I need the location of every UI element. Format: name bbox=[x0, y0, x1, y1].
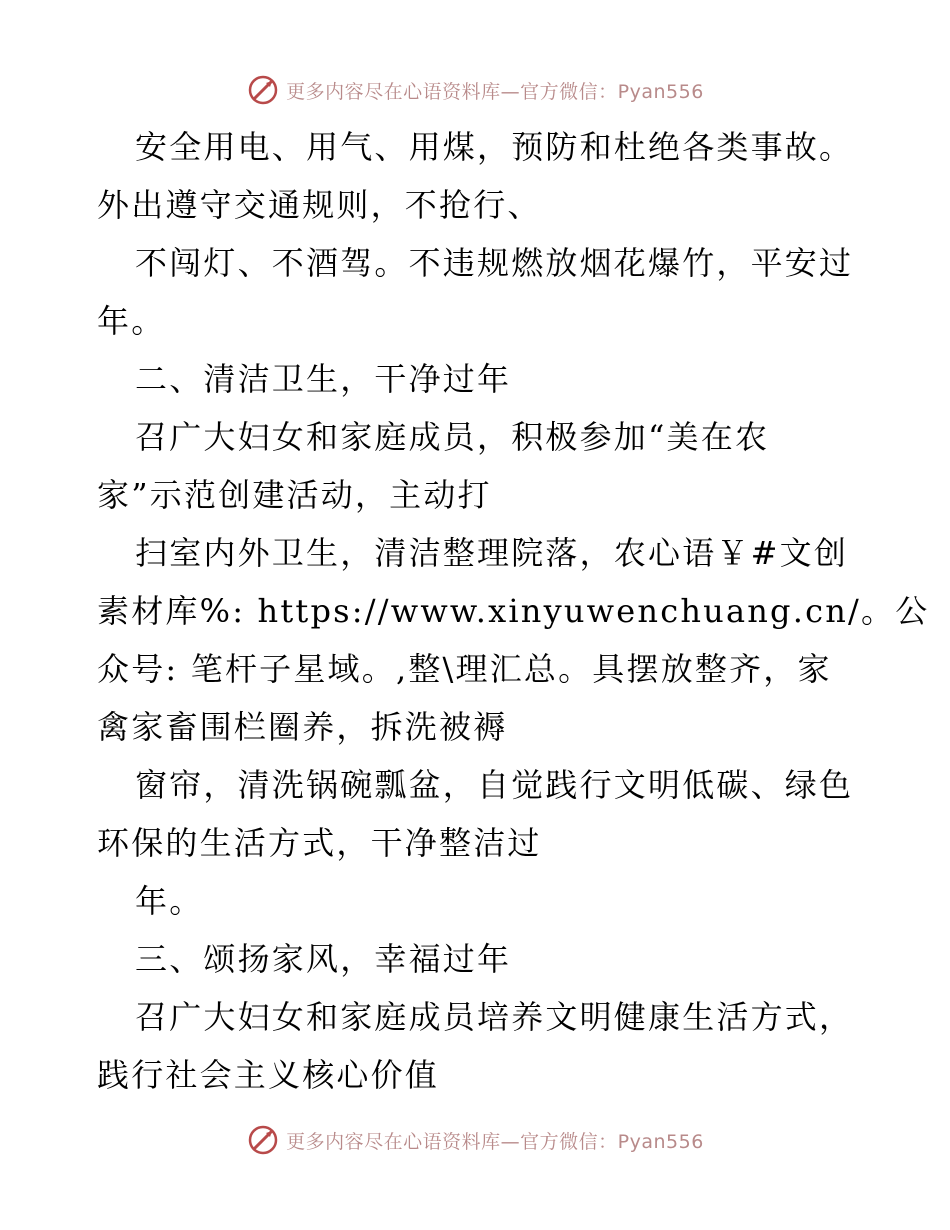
text-line: 年。 bbox=[97, 302, 166, 340]
text-line: 禽家畜围栏圈养，拆洗被褥 bbox=[97, 708, 508, 746]
text-line: 素材库%: https://www.xinyuwenchuang.cn/。公 bbox=[97, 592, 930, 630]
text-line: 众号: 笔杆子星域。,整\理汇总。具摆放整齐，家 bbox=[97, 650, 832, 688]
watermark-logo-icon bbox=[246, 1123, 280, 1157]
text-line: 安全用电、用气、用煤，预防和杜绝各类事故。 bbox=[135, 128, 854, 166]
section-heading: 三、颂扬家风，幸福过年 bbox=[135, 940, 512, 978]
document-body bbox=[97, 118, 930, 1104]
text-line: 年。 bbox=[135, 882, 204, 920]
text-line: 外出遵守交通规则，不抢行、 bbox=[97, 186, 542, 224]
header-watermark bbox=[0, 72, 950, 108]
text-line: 召广大妇女和家庭成员，积极参加“美在农 bbox=[135, 418, 770, 456]
footer-watermark bbox=[0, 1122, 950, 1158]
text-line: 扫室内外卫生，清洁整理院落，农心语￥#文创 bbox=[135, 534, 849, 572]
watermark-logo-icon bbox=[246, 73, 280, 107]
section-heading: 二、清洁卫生，干净过年 bbox=[135, 360, 512, 398]
header-watermark-text: 更多内容尽在心语资料库—官方微信：Pyan556 bbox=[286, 80, 704, 103]
text-line: 召广大妇女和家庭成员培养文明健康生活方式， bbox=[135, 998, 854, 1036]
text-line: 践行社会主义核心价值 bbox=[97, 1056, 440, 1094]
footer-watermark-text: 更多内容尽在心语资料库—官方微信：Pyan556 bbox=[286, 1130, 704, 1153]
text-line: 不闯灯、不酒驾。不违规燃放烟花爆竹，平安过 bbox=[135, 244, 854, 282]
text-line: 环保的生活方式，干净整洁过 bbox=[97, 824, 542, 862]
text-line: 家”示范创建活动，主动打 bbox=[97, 476, 492, 514]
text-line: 窗帘，清洗锅碗瓢盆，自觉践行文明低碳、绿色 bbox=[135, 766, 854, 804]
